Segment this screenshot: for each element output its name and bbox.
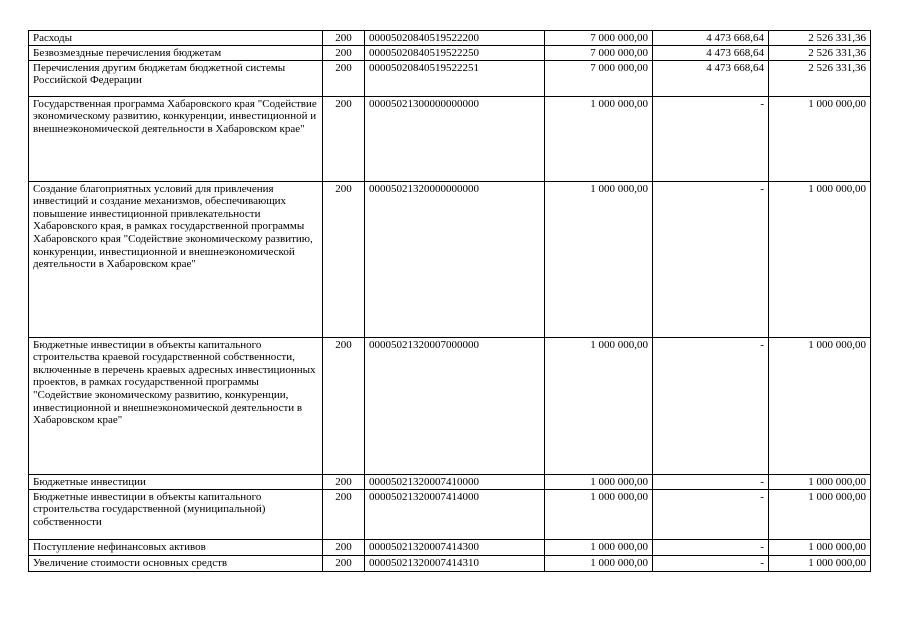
row-approved-amount: 1 000 000,00 xyxy=(545,181,653,337)
budget-execution-table xyxy=(28,30,871,572)
row-unexecuted-amount: 2 526 331,36 xyxy=(769,31,871,46)
row-name: Государственная программа Хабаровского края "Содействие экономическому развитию, конкуренции, инвестиционной и внешнеэкономической деятельности в Хабаровском крае" xyxy=(29,96,323,181)
row-executed-amount: - xyxy=(653,489,769,539)
table-row xyxy=(29,45,871,60)
row-unexecuted-amount: 1 000 000,00 xyxy=(769,539,871,555)
table-row xyxy=(29,181,871,337)
row-approved-amount: 7 000 000,00 xyxy=(545,60,653,96)
row-executed-amount: - xyxy=(653,96,769,181)
row-executed-amount: - xyxy=(653,181,769,337)
row-name: Бюджетные инвестиции xyxy=(29,474,323,489)
row-classification-code: 00005021320007414300 xyxy=(365,539,545,555)
row-unexecuted-amount: 2 526 331,36 xyxy=(769,60,871,96)
row-line-code: 200 xyxy=(323,60,365,96)
row-line-code: 200 xyxy=(323,489,365,539)
row-name: Создание благоприятных условий для привлечения инвестиций и создание механизмов, обеспечивающих повышение инвестиционной привлекательности Хабаровского края, в рамках государственной программы Хабаровского края "Содействие экономическому развитию, конкуренции, инвестиционной и внешнеэкономической деятельности в Хабаровском крае" xyxy=(29,181,323,337)
document-page xyxy=(28,30,870,572)
row-name: Безвозмездные перечисления бюджетам xyxy=(29,45,323,60)
row-unexecuted-amount: 1 000 000,00 xyxy=(769,555,871,571)
table-row xyxy=(29,474,871,489)
table-row xyxy=(29,337,871,474)
row-line-code: 200 xyxy=(323,474,365,489)
row-name: Бюджетные инвестиции в объекты капитального строительства государственной (муниципальной) собственности xyxy=(29,489,323,539)
row-classification-code: 00005021320007410000 xyxy=(365,474,545,489)
row-line-code: 200 xyxy=(323,31,365,46)
row-name: Поступление нефинансовых активов xyxy=(29,539,323,555)
row-unexecuted-amount: 1 000 000,00 xyxy=(769,96,871,181)
row-classification-code: 00005021300000000000 xyxy=(365,96,545,181)
row-approved-amount: 7 000 000,00 xyxy=(545,31,653,46)
row-line-code: 200 xyxy=(323,539,365,555)
row-executed-amount: - xyxy=(653,337,769,474)
row-executed-amount: - xyxy=(653,474,769,489)
row-name: Перечисления другим бюджетам бюджетной системы Российской Федерации xyxy=(29,60,323,96)
row-classification-code: 00005021320007414000 xyxy=(365,489,545,539)
row-unexecuted-amount: 2 526 331,36 xyxy=(769,45,871,60)
row-unexecuted-amount: 1 000 000,00 xyxy=(769,489,871,539)
row-executed-amount: 4 473 668,64 xyxy=(653,31,769,46)
row-line-code: 200 xyxy=(323,45,365,60)
row-classification-code: 00005021320000000000 xyxy=(365,181,545,337)
row-executed-amount: 4 473 668,64 xyxy=(653,60,769,96)
row-name: Бюджетные инвестиции в объекты капитального строительства краевой государственной собственности, включенные в перечень краевых адресных инвестиционных проектов, в рамках государственной программы "Содействие экономическому развитию, конкуренции, инвестиционной и внешнеэкономической деятельности в Хабаровском крае" xyxy=(29,337,323,474)
row-approved-amount: 1 000 000,00 xyxy=(545,96,653,181)
row-unexecuted-amount: 1 000 000,00 xyxy=(769,474,871,489)
table-row xyxy=(29,60,871,96)
row-approved-amount: 1 000 000,00 xyxy=(545,555,653,571)
row-classification-code: 00005020840519522200 xyxy=(365,31,545,46)
table-row xyxy=(29,489,871,539)
row-approved-amount: 1 000 000,00 xyxy=(545,489,653,539)
row-classification-code: 00005020840519522251 xyxy=(365,60,545,96)
row-approved-amount: 1 000 000,00 xyxy=(545,337,653,474)
row-line-code: 200 xyxy=(323,337,365,474)
row-classification-code: 00005021320007000000 xyxy=(365,337,545,474)
row-name: Расходы xyxy=(29,31,323,46)
row-executed-amount: - xyxy=(653,539,769,555)
row-name: Увеличение стоимости основных средств xyxy=(29,555,323,571)
table-row xyxy=(29,31,871,46)
table-row xyxy=(29,96,871,181)
row-unexecuted-amount: 1 000 000,00 xyxy=(769,181,871,337)
row-line-code: 200 xyxy=(323,181,365,337)
row-approved-amount: 1 000 000,00 xyxy=(545,474,653,489)
row-executed-amount: 4 473 668,64 xyxy=(653,45,769,60)
row-approved-amount: 1 000 000,00 xyxy=(545,539,653,555)
row-classification-code: 00005020840519522250 xyxy=(365,45,545,60)
row-unexecuted-amount: 1 000 000,00 xyxy=(769,337,871,474)
row-line-code: 200 xyxy=(323,555,365,571)
table-row xyxy=(29,555,871,571)
row-classification-code: 00005021320007414310 xyxy=(365,555,545,571)
row-approved-amount: 7 000 000,00 xyxy=(545,45,653,60)
row-line-code: 200 xyxy=(323,96,365,181)
table-row xyxy=(29,539,871,555)
row-executed-amount: - xyxy=(653,555,769,571)
